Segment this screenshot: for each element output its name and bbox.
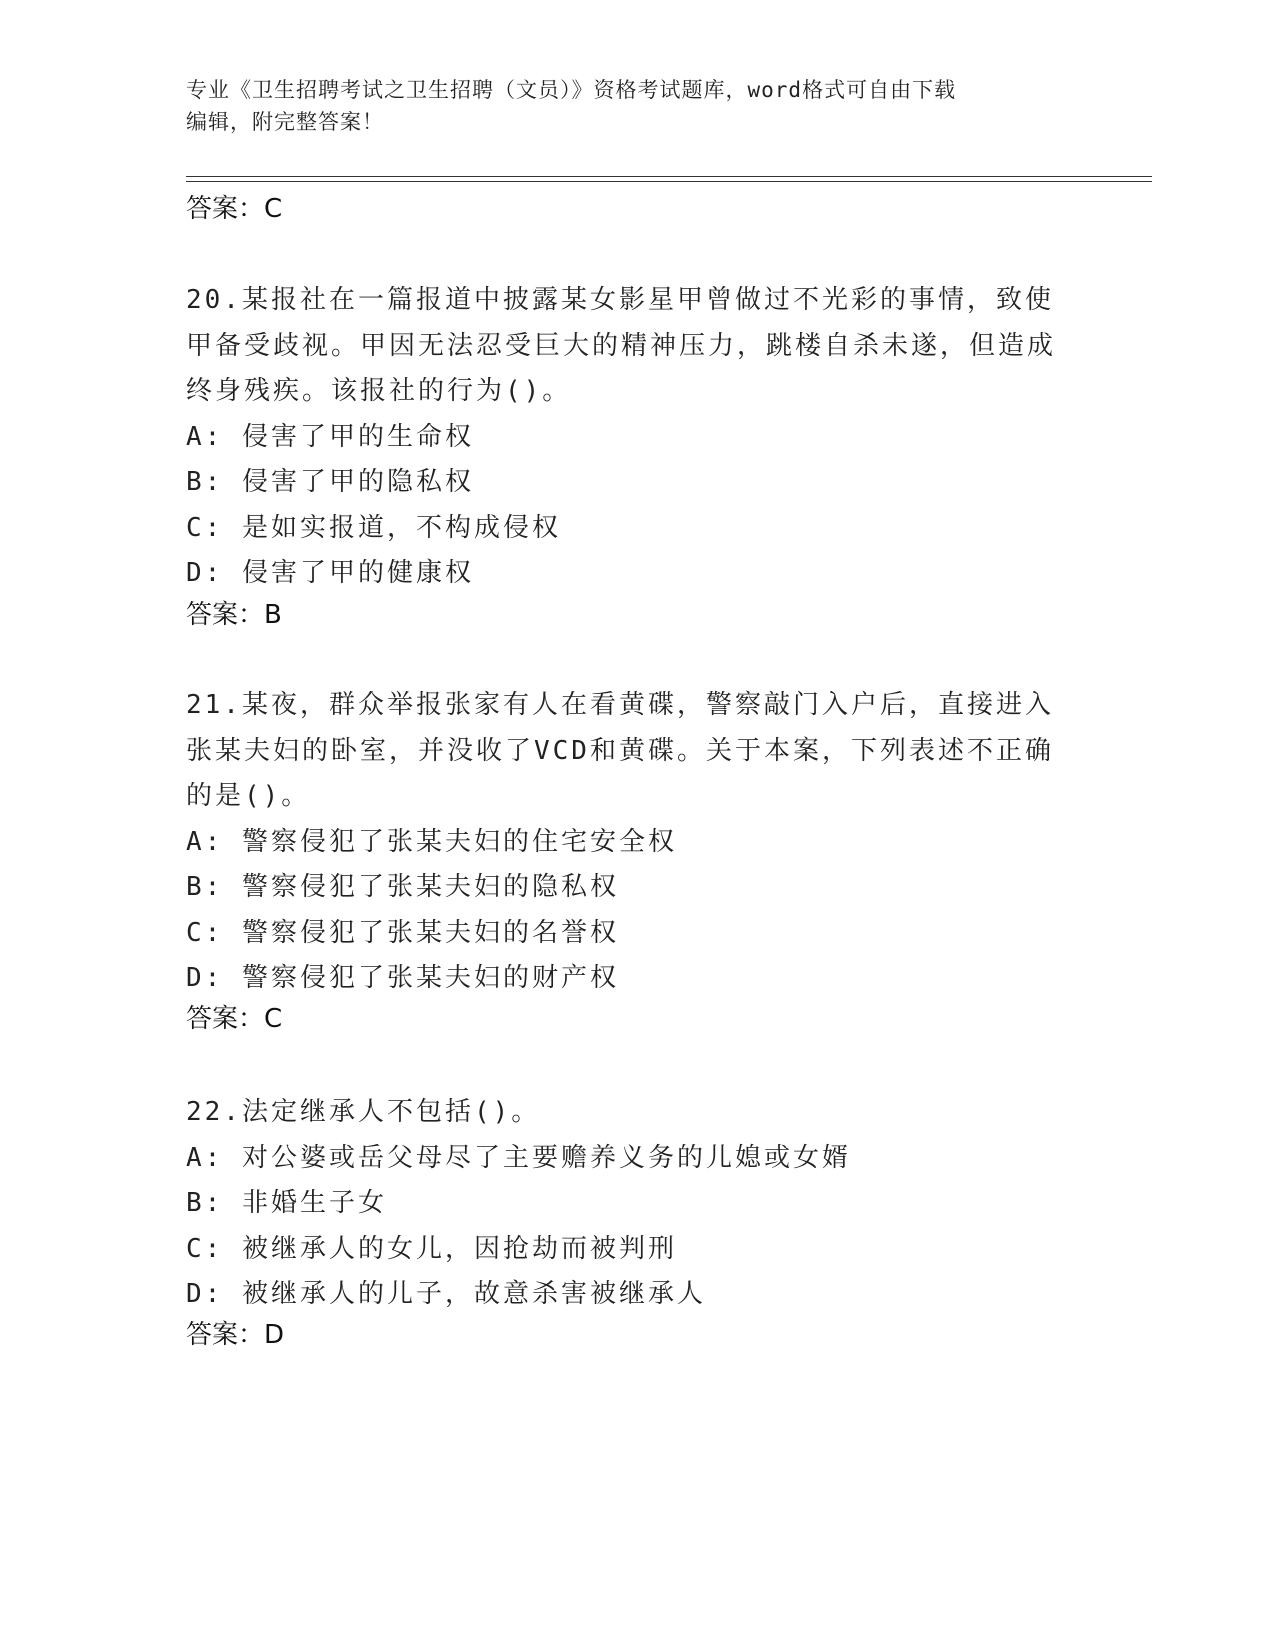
header-rule-top [186,176,1152,177]
answer-q20: 答案：B [186,600,282,630]
answer-q21: 答案：C [186,1004,283,1034]
option-c: C: 警察侵犯了张某夫妇的名誉权 [186,917,619,948]
option-d: D: 被继承人的儿子，故意杀害被继承人 [186,1279,706,1309]
question-stem: 22.法定继承人不包括()。 [186,1097,541,1127]
question-stem: 21.某夜，群众举报张家有人在看黄碟，警察敲门入户后，直接进入张某夫妇的卧室，并没收了VCD和黄碟。关于本案，下列表述不正确的是()。 [186,690,1054,811]
header-rule-bottom [186,181,1152,182]
question-22 [186,1090,1076,1318]
answer-q19: 答案：C [186,194,283,224]
option-d: D: 侵害了甲的健康权 [186,558,474,588]
answer-q22: 答案：D [186,1320,285,1350]
question-stem: 20.某报社在一篇报道中披露某女影星甲曾做过不光彩的事情，致使甲备受歧视。甲因无法忍受巨大的精神压力，跳楼自杀未遂，但造成终身残疾。该报社的行为()。 [186,285,1057,406]
question-20 [186,278,1076,597]
option-a: A: 警察侵犯了张某夫妇的住宅安全权 [186,826,677,857]
option-c: C: 被继承人的女儿，因抢劫而被判刑 [186,1233,677,1264]
option-a: A: 侵害了甲的生命权 [186,421,474,452]
document-header [186,74,1086,138]
question-21 [186,683,1076,1002]
option-b: B: 非婚生子女 [186,1188,387,1218]
option-a: A: 对公婆或岳父母尽了主要赡养义务的儿媳或女婿 [186,1142,851,1173]
option-b: B: 侵害了甲的隐私权 [186,467,474,497]
option-d: D: 警察侵犯了张某夫妇的财产权 [186,963,619,993]
option-b: B: 警察侵犯了张某夫妇的隐私权 [186,872,619,902]
header-line-2: 编辑，附完整答案！ [186,110,384,134]
option-c: C: 是如实报道，不构成侵权 [186,512,561,543]
header-line-1: 专业《卫生招聘考试之卫生招聘（文员）》资格考试题库，word格式可自由下载 [186,78,957,102]
